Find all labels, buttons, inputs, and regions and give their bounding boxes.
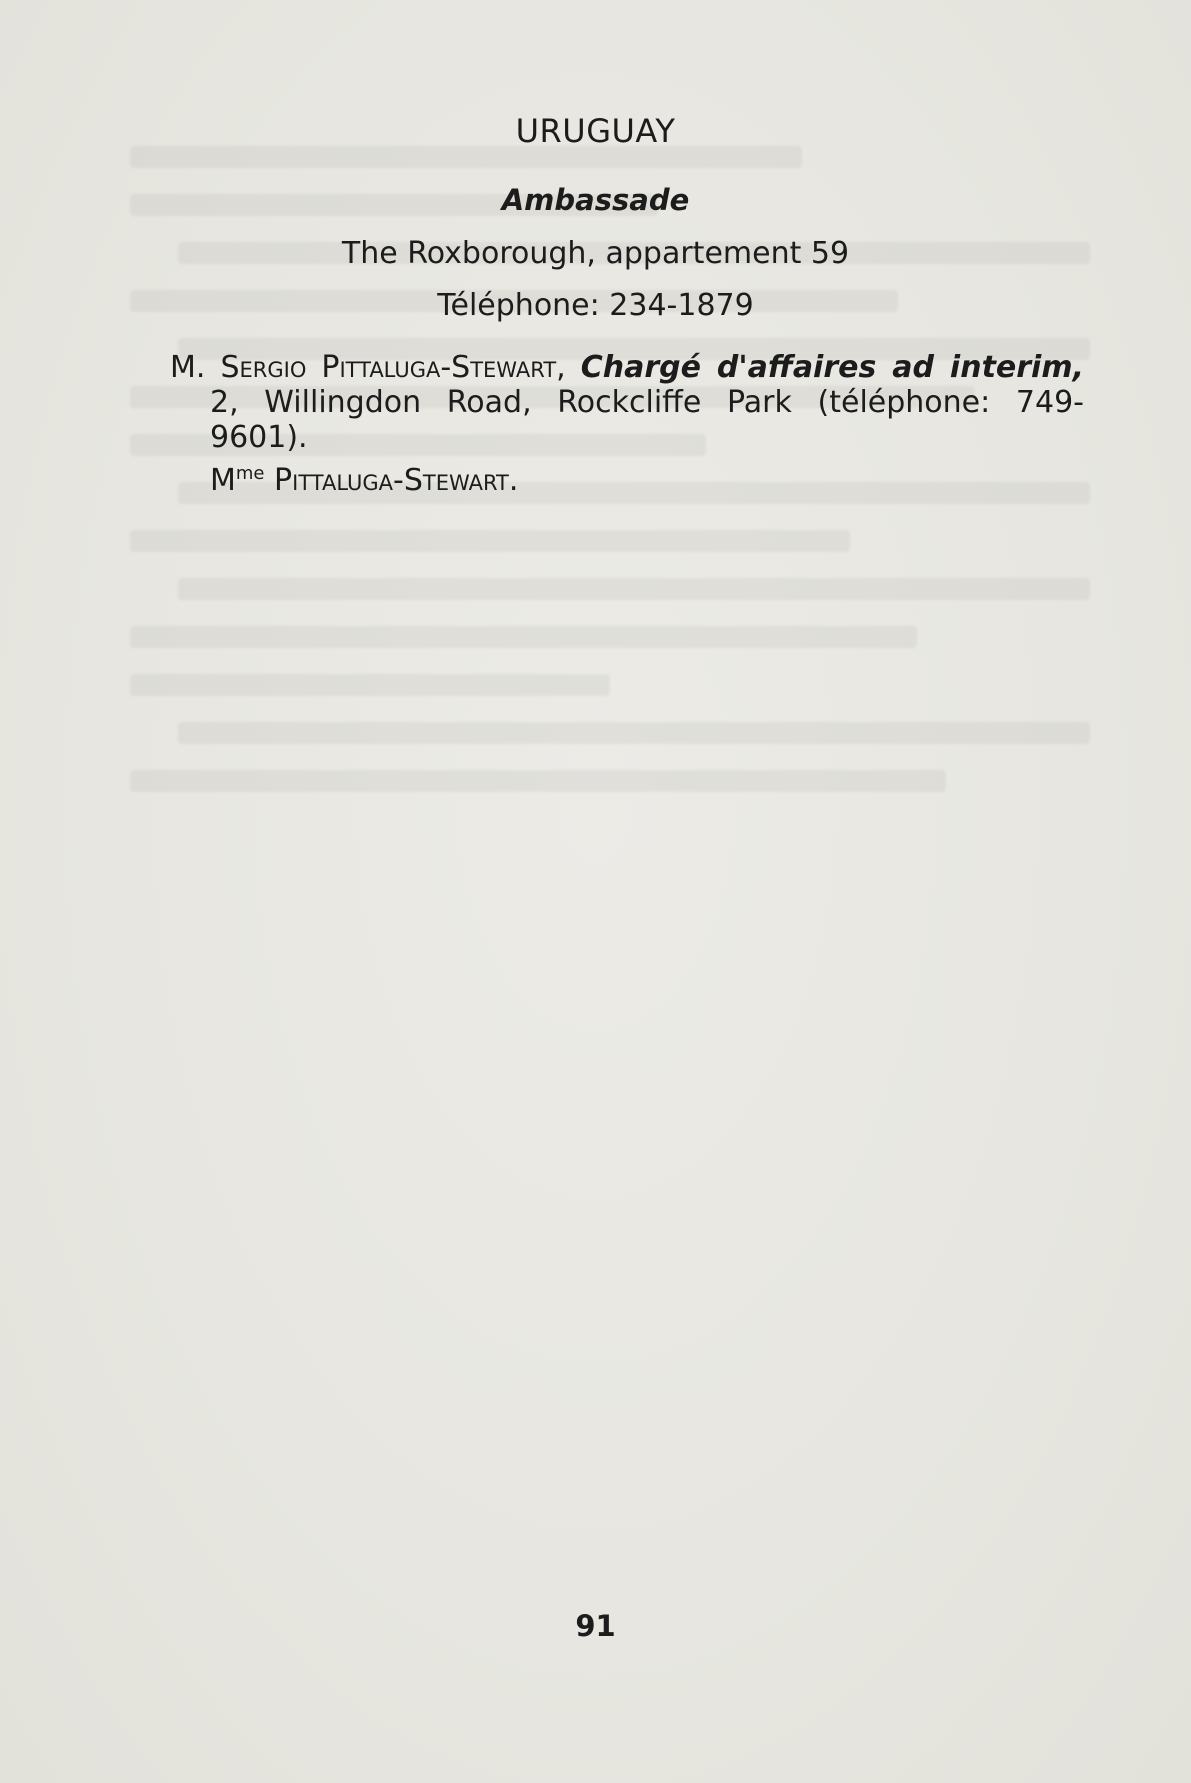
entry-role: Chargé d'affaires ad interim, [580,350,1084,385]
page-number: 91 [575,1609,616,1643]
bleed-through-texture [130,120,1090,1190]
embassy-address: The Roxborough, appartement 59 [341,236,850,271]
entry-title: M. [170,350,206,385]
section-heading: Ambassade [501,183,690,217]
diplomat-list [170,350,1084,498]
entry-details: 2, Willingdon Road, Rockcliffe Park (téléphone: 749-9601). [210,385,1084,455]
entry-name: Sergio Pittaluga-Stewart, [220,350,566,385]
spouse-title: M [210,463,236,498]
embassy-phone: Téléphone: 234-1879 [437,288,754,323]
spouse-entry [210,463,1084,498]
country-heading: URUGUAY [515,112,676,150]
diplomat-entry [170,350,1084,498]
spouse-name: Pittaluga-Stewart. [274,463,519,498]
diplomat-entry-main [170,350,1084,455]
spouse-title-sup: me [235,463,265,484]
